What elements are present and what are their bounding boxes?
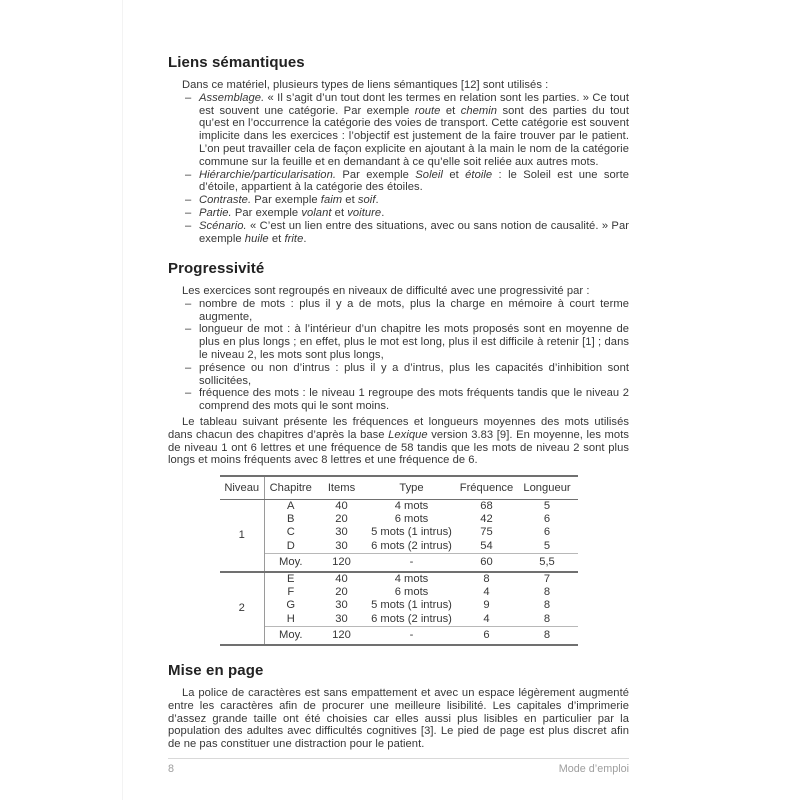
list-item	[185, 387, 629, 413]
section-intro: Les exercices sont regroupés en niveaux de difficulté avec une progressivité par :	[182, 285, 590, 297]
cell-items: 40	[317, 572, 367, 586]
cell-frequence: 68	[480, 500, 493, 512]
niveau-cell: 1	[220, 500, 265, 573]
list-item-text: Contraste. Par exemple faim et soif.	[199, 194, 379, 207]
cell-frequence: 6	[457, 626, 517, 645]
table-row	[220, 500, 578, 514]
cell-type: 6 mots (2 intrus)	[371, 612, 452, 625]
cell-longueur: 5	[543, 500, 551, 512]
section-liens-semantiques	[168, 53, 629, 245]
list-item	[185, 362, 629, 388]
col-header-type: Type	[367, 476, 457, 500]
cell-items: 30	[335, 539, 348, 552]
cell-type: 6 mots	[394, 513, 429, 526]
col-header-niveau: Niveau	[220, 476, 265, 500]
cell-chapitre: H	[286, 612, 295, 625]
table-average-row	[220, 553, 578, 572]
cell-type: 5 mots (1 intrus)	[371, 599, 452, 612]
cell-items: 40	[335, 500, 348, 512]
cell-frequence: 42	[480, 513, 493, 526]
list-item	[185, 194, 629, 207]
section-mise-en-page	[168, 661, 629, 751]
dash-bullet: –	[185, 91, 192, 104]
table-row	[220, 540, 578, 554]
cell-longueur: 5,5	[517, 553, 578, 572]
section-paragraph: La police de caractères est sans empattement et avec un espace légèrement augmenté entre les caractères afin de procurer une meilleure lisibilité. Les capitales d’imprimerie d’assez grande taille ont été choisies car elles aussi plus lisibles en particulier par la population des adultes avec difficultés cognitives [3]. Le pied de page est plus discret afin de ne pas constituer une distraction pour le patient.	[168, 687, 629, 751]
cell-type: -	[367, 553, 457, 572]
cell-longueur: 8	[517, 626, 578, 645]
dash-bullet: –	[185, 168, 192, 181]
cell-items: 30	[335, 526, 348, 539]
dash-bullet: –	[185, 323, 192, 336]
cell-items: 30	[335, 599, 348, 612]
section-title: Liens sémantiques	[168, 54, 305, 71]
cell-longueur: 6	[543, 513, 551, 526]
cell-longueur: 7	[517, 572, 578, 586]
section-progressivite	[168, 259, 629, 413]
list-item	[185, 207, 629, 220]
list-item-text: longueur de mot : à l’intérieur d’un chapitre les mots proposés sont en moyenne de plus en plus longs ; en effet, plus le mot est long, plus il est difficile à retenir [1] ; dans le niveau 2, les mots sont plus longs,	[199, 323, 629, 361]
cell-longueur: 5	[543, 539, 551, 552]
dash-bullet: –	[185, 219, 192, 232]
frequency-length-table-block	[168, 475, 629, 646]
cell-chapitre: C	[286, 526, 295, 539]
cell-items: 30	[335, 612, 348, 625]
cell-type: 4 mots	[367, 572, 457, 586]
cell-chapitre: E	[265, 572, 317, 586]
cell-chapitre: D	[286, 539, 295, 552]
footer	[168, 763, 629, 776]
col-header-items: Items	[317, 476, 367, 500]
dash-bullet: –	[185, 206, 192, 219]
table-intro-paragraph: Le tableau suivant présente les fréquences et longueurs moyennes des mots utilisés dans chacun des chapitres d’après la base Lexique version 3.83 [9]. En moyenne, les mots de niveau 1 ont 6 lettres et une fréquence de 58 tandis que les mots de niveau 2 sont plus longs et moins fréquents avec 8 lettres et une fréquence de 6.	[168, 416, 629, 467]
cell-items: 20	[335, 586, 348, 599]
cell-frequence: 54	[480, 539, 493, 552]
table-intro-paragraph-block	[168, 416, 629, 467]
cell-frequence: 75	[480, 526, 493, 539]
dash-bullet: –	[185, 194, 192, 207]
list-item-text: Hiérarchie/particularisation. Par exemple Soleil et étoile : le Soleil est une sorte d’étoile, appartient à la catégorie des étoiles.	[199, 168, 630, 194]
col-header-frequence: Fréquence	[457, 476, 517, 500]
col-header-longueur: Longueur	[517, 476, 578, 500]
list-item	[185, 220, 629, 246]
dash-bullet: –	[185, 297, 192, 310]
list-item-text: Assemblage. « Il s’agit d’un tout dont les termes en relation sont les parties. » Ce tout est souvent une catégorie. Par exemple route et chemin sont des parties du tout qu’est en l’occurrence la catégorie des voies de transport. Cette catégorie est souvent implicite dans les exercices : l’objectif est justement de la faire trouver par le patient. L’on peut travailler cela de façon explicite en ajoutant à la main le nom de la catégorie commune sur la feuille et en demandant à ce qu’elle soit reliée aux autres mots.	[199, 91, 629, 168]
cell-items: 120	[317, 626, 367, 645]
cell-longueur: 8	[543, 599, 551, 612]
cell-chapitre: A	[287, 500, 295, 512]
cell-type: 4 mots	[394, 500, 429, 512]
list-item-text: fréquence des mots : le niveau 1 regroupe des mots fréquents tandis que le niveau 2 comprend des mots qui le sont moins.	[199, 387, 629, 413]
cell-items: 20	[335, 513, 348, 526]
table-row	[220, 526, 578, 539]
frequency-length-table	[220, 475, 578, 646]
section-intro: Dans ce matériel, plusieurs types de liens sémantiques [12] sont utilisés :	[182, 79, 549, 91]
table-row	[220, 586, 578, 599]
cell-type: 6 mots	[394, 586, 429, 599]
footer-rule	[168, 758, 629, 759]
cell-type: -	[367, 626, 457, 645]
cell-moy-label: Moy.	[265, 553, 317, 572]
dash-bullet: –	[185, 387, 192, 400]
list-item-text: nombre de mots : plus il y a de mots, plus la charge en mémoire à court terme augmente,	[199, 297, 629, 323]
list-item-text: Partie. Par exemple volant et voiture.	[199, 206, 385, 219]
bullet-list	[185, 298, 629, 413]
cell-frequence: 8	[457, 572, 517, 586]
page-number: 8	[168, 763, 175, 775]
bullet-list	[185, 92, 629, 246]
niveau-cell: 2	[220, 572, 265, 645]
cell-longueur: 6	[543, 526, 551, 539]
cell-chapitre: F	[287, 586, 295, 599]
list-item-text: présence ou non d’intrus : plus il y a d’intrus, plus les capacités d’inhibition sont sollicitées,	[199, 361, 629, 387]
cell-frequence: 4	[483, 612, 490, 625]
list-item	[185, 92, 629, 169]
cell-frequence: 9	[483, 599, 490, 612]
list-item	[185, 323, 629, 361]
cell-moy-label: Moy.	[265, 626, 317, 645]
cell-items: 120	[317, 553, 367, 572]
page-edge-line	[122, 0, 123, 800]
list-item-text: Scénario. « C’est un lien entre des situations, avec ou sans notion de causalité. » Par exemple huile et frite.	[199, 219, 629, 245]
section-title: Mise en page	[168, 662, 264, 679]
table-row	[220, 599, 578, 612]
section-title: Progressivité	[168, 260, 265, 277]
table-row	[220, 513, 578, 526]
cell-chapitre: B	[287, 513, 295, 526]
cell-frequence: 60	[457, 553, 517, 572]
list-item	[185, 298, 629, 324]
cell-type: 5 mots (1 intrus)	[371, 526, 452, 539]
cell-frequence: 4	[483, 586, 490, 599]
col-header-chapitre: Chapitre	[265, 476, 317, 500]
table-average-row	[220, 626, 578, 645]
list-item	[185, 169, 629, 195]
cell-longueur: 8	[543, 612, 551, 625]
cell-chapitre: G	[286, 599, 296, 612]
table-row	[220, 613, 578, 627]
dash-bullet: –	[185, 361, 192, 374]
cell-longueur: 8	[543, 586, 551, 599]
table-row	[220, 572, 578, 586]
cell-type: 6 mots (2 intrus)	[371, 539, 452, 552]
footer-document-title: Mode d’emploi	[558, 763, 629, 775]
table-header-row	[220, 476, 578, 500]
